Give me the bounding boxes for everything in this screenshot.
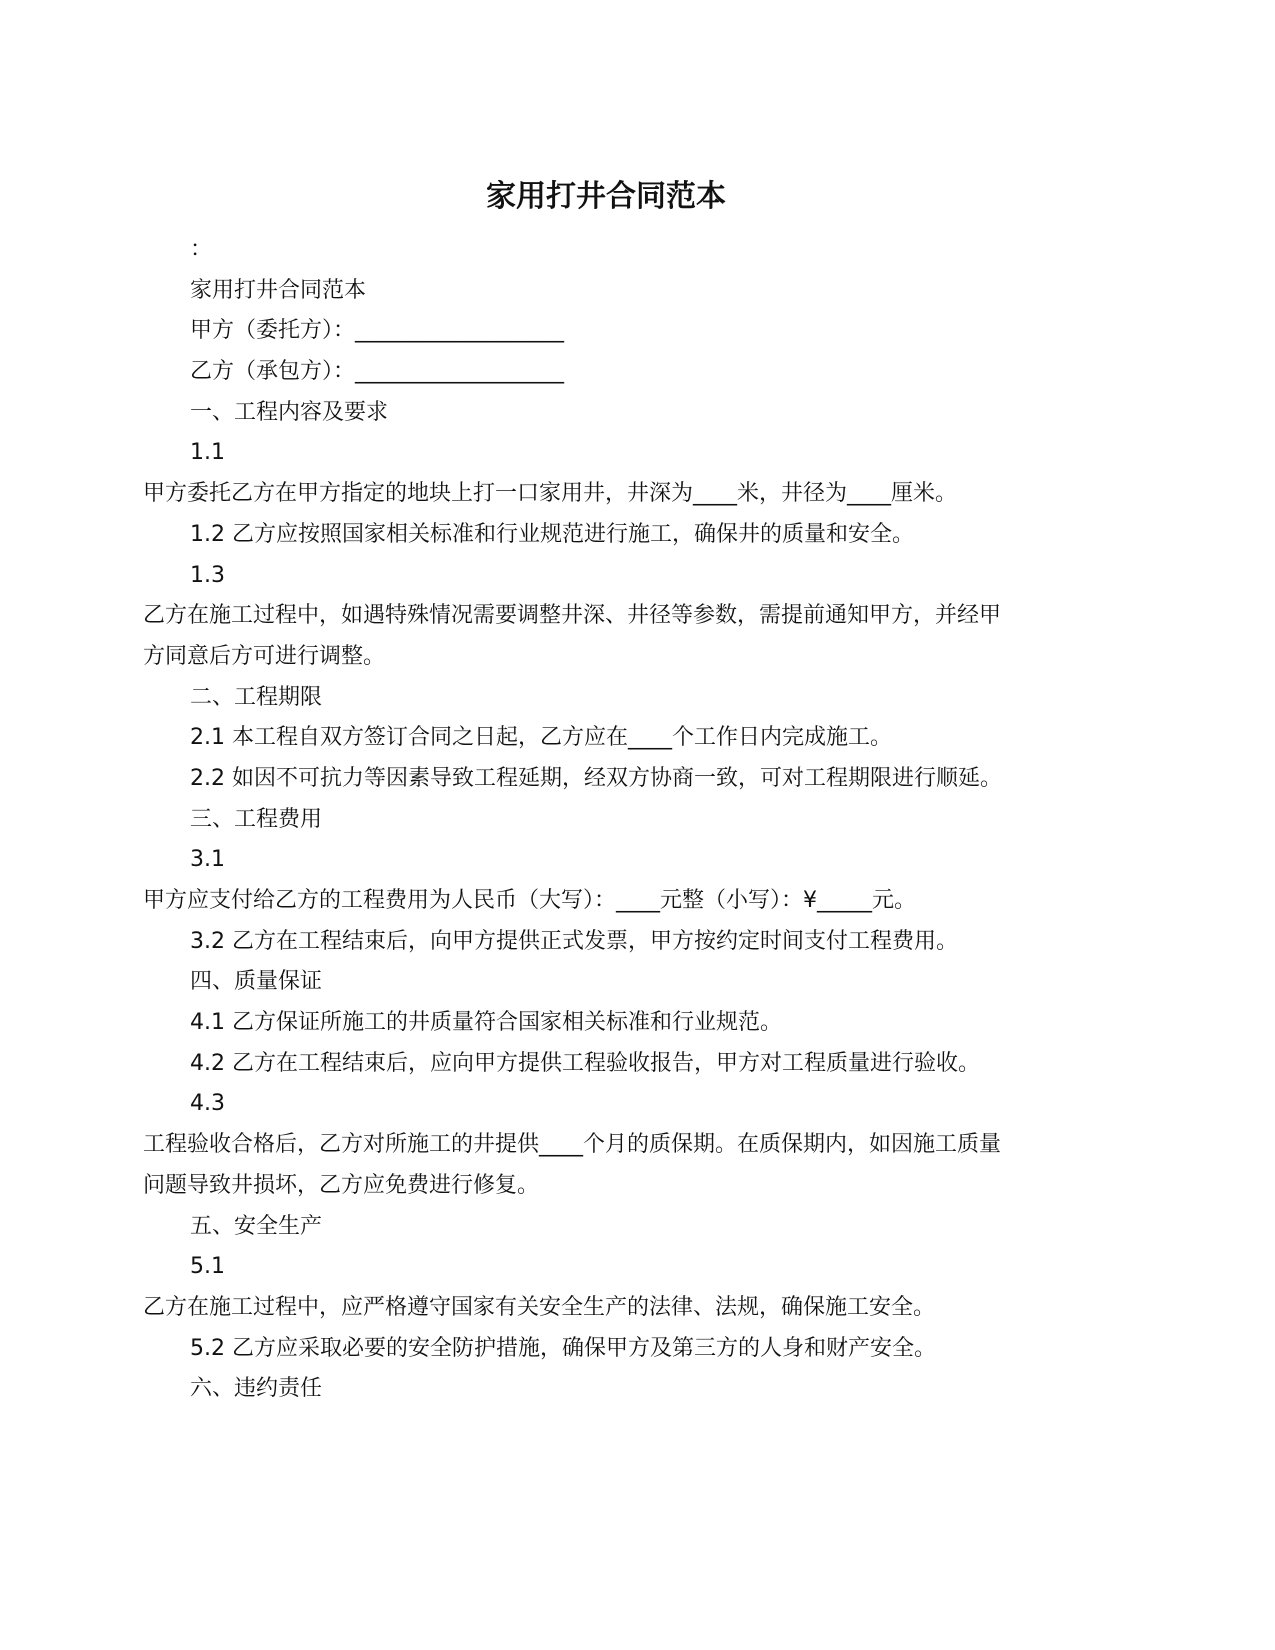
clause-text: 4.2 乙方在工程结束后，应向甲方提供工程验收报告，甲方对工程质量进行验收。 — [190, 1050, 980, 1076]
clause-number: 1.3 — [190, 562, 225, 588]
section-heading: 三、工程费用 — [190, 806, 323, 832]
document-title: 家用打井合同范本 — [486, 179, 726, 214]
clause-text: 3.2 乙方在工程结束后，向甲方提供正式发票，甲方按约定时间支付工程费用。 — [190, 928, 958, 954]
clause-text: 2.2 如因不可抗力等因素导致工程延期，经双方协商一致，可对工程期限进行顺延。 — [190, 765, 1002, 791]
party-a-field: 甲方（委托方）：___________________ — [190, 318, 565, 344]
clause-text: 问题导致井损坏，乙方应免费进行修复。 — [143, 1172, 540, 1198]
clause-number: 1.1 — [190, 440, 225, 466]
clause-number: 4.3 — [190, 1091, 225, 1117]
paragraph-subtitle: 家用打井合同范本 — [190, 277, 367, 303]
clause-text: 方同意后方可进行调整。 — [143, 643, 386, 669]
clause-text: 4.1 乙方保证所施工的井质量符合国家相关标准和行业规范。 — [190, 1010, 782, 1036]
document-body — [143, 230, 1083, 1410]
party-b-field: 乙方（承包方）：___________________ — [190, 359, 565, 385]
clause-text: 甲方委托乙方在甲方指定的地块上打一口家用井，井深为____米，井径为____厘米。 — [143, 481, 958, 507]
clause-text: 1.2 乙方应按照国家相关标准和行业规范进行施工，确保井的质量和安全。 — [190, 521, 914, 547]
section-heading: 一、工程内容及要求 — [190, 399, 389, 425]
clause-text: 工程验收合格后，乙方对所施工的井提供____个月的质保期。在质保期内，如因施工质量 — [143, 1132, 1002, 1158]
clause-text: 乙方在施工过程中，应严格遵守国家有关安全生产的法律、法规，确保施工安全。 — [143, 1294, 936, 1320]
clause-number: 3.1 — [190, 847, 225, 873]
section-heading: 四、质量保证 — [190, 969, 323, 995]
clause-text: 5.2 乙方应采取必要的安全防护措施，确保甲方及第三方的人身和财产安全。 — [190, 1335, 936, 1361]
clause-number: 5.1 — [190, 1254, 225, 1280]
paragraph: ： — [190, 237, 213, 262]
section-heading: 五、安全生产 — [190, 1213, 323, 1239]
clause-text: 乙方在施工过程中，如遇特殊情况需要调整井深、井径等参数，需提前通知甲方，并经甲 — [143, 603, 1002, 629]
clause-text: 甲方应支付给乙方的工程费用为人民币（大写）：____元整（小写）：¥_____元。 — [143, 888, 916, 913]
section-heading: 六、违约责任 — [190, 1376, 323, 1402]
section-heading: 二、工程期限 — [190, 684, 323, 710]
clause-text: 2.1 本工程自双方签订合同之日起，乙方应在____个工作日内完成施工。 — [190, 725, 892, 751]
